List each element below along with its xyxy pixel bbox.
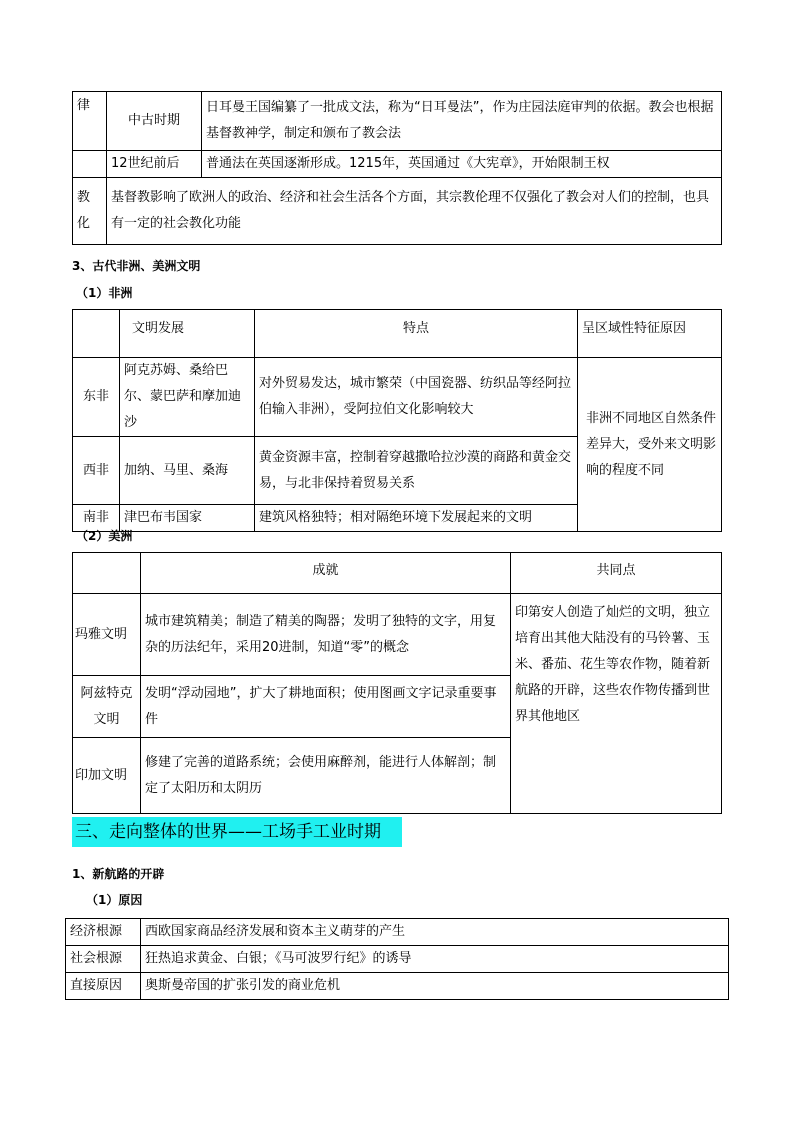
feature-west: 黄金资源丰富，控制着穿越撒哈拉沙漠的商路和黄金交易，与北非保持着贸易关系 — [255, 437, 578, 505]
feature-east: 对外贸易发达，城市繁荣（中国瓷器、纺织品等经阿拉伯输入非洲），受阿拉伯文化影响较大 — [255, 358, 578, 437]
africa-header-blank — [73, 310, 120, 358]
civ-maya: 玛雅文明 — [73, 594, 141, 676]
heading-africa: （1）非洲 — [76, 286, 133, 300]
cause-label-direct: 直接原因 — [66, 973, 141, 1000]
feature-south: 建筑风格独特；相对隔绝环境下发展起来的文明 — [255, 505, 578, 532]
cause-label-social: 社会根源 — [66, 946, 141, 973]
ach-maya: 城市建筑精美；制造了精美的陶器；发明了独特的文字，用复杂的历法纪年，采用20进制，知道“零”的概念 — [141, 594, 511, 676]
row-label-law-cont — [73, 151, 107, 178]
medieval-law-text: 日耳曼王国编纂了一批成文法，称为“日耳曼法”，作为庄园法庭审判的依据。教会也根据基督教神学，制定和颁布了教会法 — [202, 92, 722, 151]
row-label-law: 律 — [73, 92, 107, 151]
dev-south: 津巴布韦国家 — [120, 505, 255, 532]
heading-africa-america: 3、古代非洲、美洲文明 — [72, 259, 201, 273]
america-header-blank — [73, 553, 141, 594]
ach-inca: 修建了完善的道路系统；会使用麻醉剂，能进行人体解剖；制定了太阳历和太阴历 — [141, 738, 511, 814]
america-common: 印第安人创造了灿烂的文明，独立培育出其他大陆没有的马铃薯、玉米、番茄、花生等农作物，随着新航路的开辟，这些农作物传播到世界其他地区 — [511, 594, 722, 814]
heading-new-routes: 1、新航路的开辟 — [72, 867, 165, 881]
causes-table — [65, 918, 729, 1000]
heading-america: （2）美洲 — [76, 529, 133, 543]
row-label-education-1: 教 — [77, 190, 91, 205]
period-12th-century: 12世纪前后 — [107, 151, 202, 178]
cause-text-direct: 奥斯曼帝国的扩张引发的商业危机 — [141, 973, 729, 1000]
section-banner: 三、走向整体的世界——工场手工业时期 — [72, 817, 402, 847]
period-medieval: 中古时期 — [107, 92, 202, 151]
region-south: 南非 — [73, 505, 120, 532]
dev-east: 阿克苏姆、桑给巴尔、蒙巴萨和摩加迪沙 — [120, 358, 255, 437]
africa-header-feature: 特点 — [255, 310, 578, 358]
common-law-text: 普通法在英国逐渐形成。1215年，英国通过《大宪章》，开始限制王权 — [202, 151, 722, 178]
region-east: 东非 — [73, 358, 120, 437]
civ-aztec: 阿兹特克文明 — [73, 676, 141, 738]
education-text: 基督教影响了欧洲人的政治、经济和社会生活各个方面，其宗教伦理不仅强化了教会对人们的控制，也具有一定的社会教化功能 — [107, 178, 722, 245]
heading-causes: （1）原因 — [86, 893, 143, 907]
america-header-common: 共同点 — [511, 553, 722, 594]
africa-header-dev: 文明发展 — [120, 310, 255, 358]
africa-reason: 非洲不同地区自然条件差异大，受外来文明影响的程度不同 — [578, 358, 722, 532]
africa-header-reason: 呈区域性特征原因 — [578, 310, 722, 358]
row-label-education — [73, 178, 107, 245]
row-label-education-2: 化 — [77, 216, 91, 231]
africa-table — [72, 309, 722, 532]
cause-text-economic: 西欧国家商品经济发展和资本主义萌芽的产生 — [141, 919, 729, 946]
cause-label-economic: 经济根源 — [66, 919, 141, 946]
cause-text-social: 狂热追求黄金、白银；《马可波罗行纪》的诱导 — [141, 946, 729, 973]
region-west: 西非 — [73, 437, 120, 505]
dev-west: 加纳、马里、桑海 — [120, 437, 255, 505]
america-header-achievement: 成就 — [141, 553, 511, 594]
america-table — [72, 552, 722, 814]
ach-aztec: 发明“浮动园地”，扩大了耕地面积；使用图画文字记录重要事件 — [141, 676, 511, 738]
law-table — [72, 91, 722, 245]
civ-inca: 印加文明 — [73, 738, 141, 814]
